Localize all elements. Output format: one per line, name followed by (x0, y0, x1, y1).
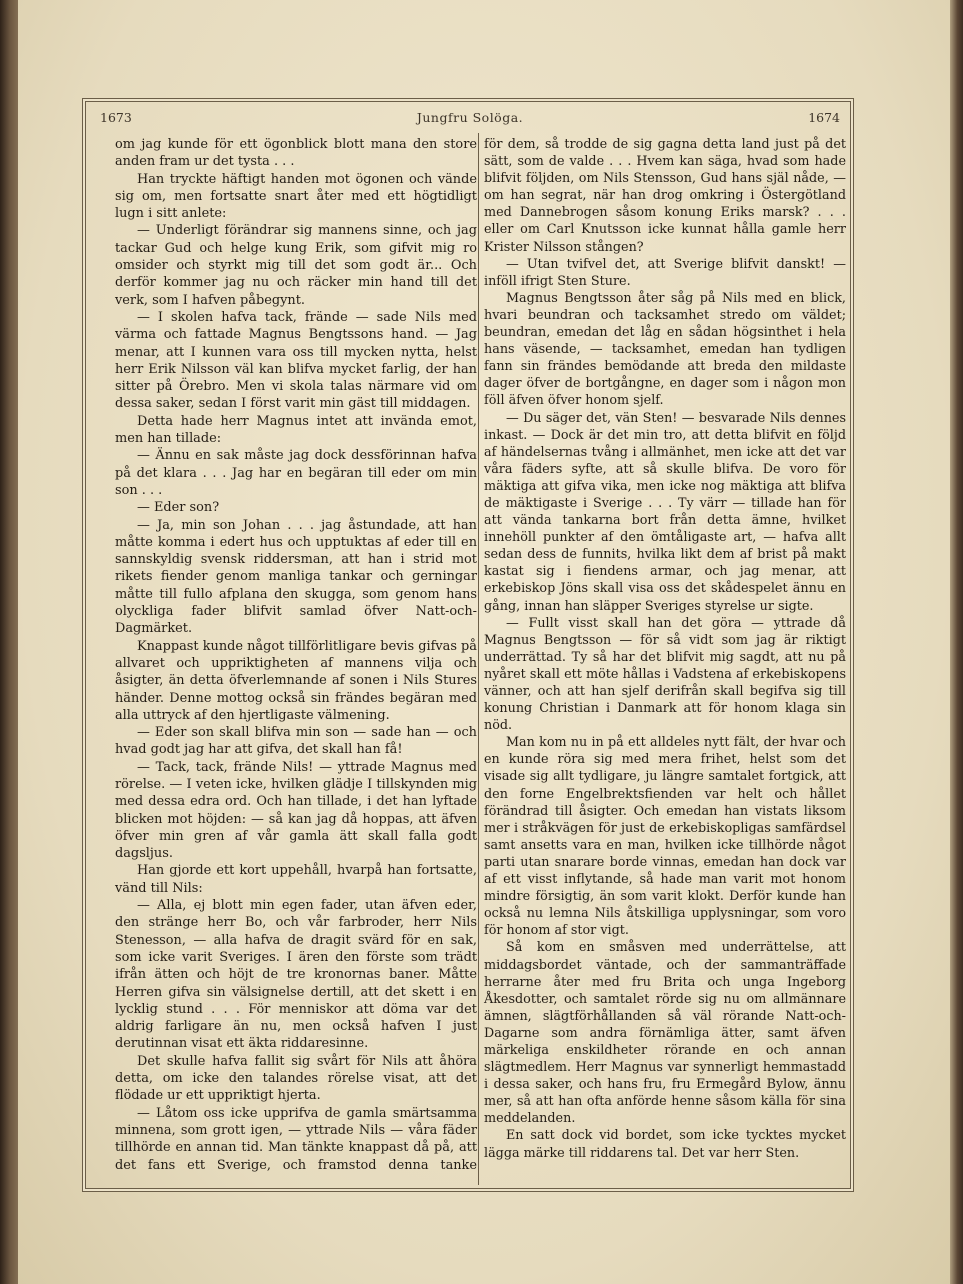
paragraph: för dem, så trodde de sig gagna detta land just på det sätt, som de valde . . . Hvem kan säga, hvad som hade blifvit följden, om Nils Stensson, Gud hans själ nåde, — om han segrat, när han drog omkring i Östergötland med Dannebrogen såsom konung Eriks marsk? . . . eller om Carl Knutsson icke kunnat hålla gamle herr Krister Nilsson stången? (484, 137, 846, 255)
paragraph: Så kom en småsven med underrättelse, att middagsbordet väntade, och der sammanträffade herrarne åter med fru Brita och unga Ingeborg Åkesdotter, och samtalet rörde sig nu om allmännare ämnen, slägtförhållanden så väl rörande Natt-och-Dagarne som andra förnämliga ätter, samt äfven märkeliga enskildheter rörande en och annan slägtmedlem. Herr Magnus var synnerligt hemmastadd i dessa saker, och hans fru, fru Ermegård Bylow, ännu mer, så att han ofta anförde henne såsom källa för sina meddelanden. (484, 940, 846, 1127)
paragraph: — Eder son? (137, 500, 220, 516)
paragraph: om jag kunde för ett ögonblick blott mana den store anden fram ur det tysta . . . (115, 137, 477, 170)
paragraph: Magnus Bengtsson åter såg på Nils med en blick, hvari beundran och tacksamhet stredo om väldet; beundran, emedan det låg en sådan högsinthet i hela hans väsende, — tacksamhet, emedan han tydligen fann sin frändes bemödande att breda den mildaste dager öfver de bortgångne, en dager som i någon mon föll äfven öfver honom sjelf. (484, 290, 846, 409)
paragraph: Han gjorde ett kort uppehåll, hvarpå han fortsatte, vänd till Nils: (115, 863, 477, 896)
paragraph: Detta hade herr Magnus intet att invända emot, men han tillade: (115, 413, 477, 447)
paragraph: — Utan tvifvel det, att Sverige blifvit danskt! — inföll ifrigt Sten Sture. (484, 256, 846, 289)
paragraph: — Alla, ej blott min egen fader, utan äfven eder, den stränge herr Bo, och vår farbroder, herr Nils Stenesson, — alla hafva de dragit svärd för en sak, som icke varit Sveriges. I ären den förste som trädt ifrån ätten och höjt de tre kronornas baner. Måtte Herren gifva sin välsignelse dertill, att det skett i en lycklig stund . . . För menniskor att döma var det aldrig farligare än nu, men också hafven I just derutinnan visat ett äkta riddaresinne. (115, 898, 477, 1052)
paragraph: — Ännu en sak måste jag dock dessförinnan hafva på det klara . . . Jag har en begäran till eder om min son . . . (115, 448, 477, 498)
page-number-right: 1674 (808, 110, 840, 125)
paragraph: — Låtom oss icke upprifva de gamla smärtsamma minnena, som grott igen, — yttrade Nils — våra fäder tillhörde en annan tid. Man tänkte knappast då på, att det fans ett Sverige, och framstod denna tanke (115, 1105, 477, 1173)
paragraph: — Eder son skall blifva min son — sade han — och hvad godt jag har att gifva, det skall han få! (115, 725, 477, 758)
column-divider (478, 133, 479, 1185)
paragraph: — Ja, min son Johan . . . jag åstundade, att han måtte komma i edert hus och upptuktas af eder till en sannskyldig svensk riddersman, att han i strid mot rikets fiender genom manliga tankar och gerningar måtte till fullo afplana den skugga, som genom hans olyckliga fader blifvit samlad öfver Natt-och-Dagmärket. (115, 517, 477, 637)
running-header (100, 110, 840, 128)
paragraph: Det skulle hafva fallit sig svårt för Nils att åhöra detta, om icke den talandes rörelse visat, att det flödade ur ett uppriktigt hjerta. (115, 1053, 477, 1104)
paragraph: — I skolen hafva tack, frände — sade Nils med värma och fattade Magnus Bengtssons hand. — Jag menar, att I kunnen vara oss till mycken nytta, helst herr Erik Nilsson väl kan blifva mycket farlig, der han sitter på Örebro. Men vi skola talas närmare vid om dessa saker, sedan I först varit min gäst till middagen. (115, 309, 477, 412)
paragraph: — Du säger det, vän Sten! — besvarade Nils dennes inkast. — Dock är det min tro, att detta blifvit en följd af händelsernas tvång i allmänhet, men icke att det var våra fäders syfte, att så skulle blifva. De voro för mäktiga att gifva vika, men icke nog mäktiga att blifva de mäktigaste i Sverige . . . Ty värr — tillade han för att vända tankarna bort från detta ämne, hvilket innehöll punkter af den ömtåligaste art, — hafva allt sedan dess de funnits, hvilka likt dem af brist på makt kastat sig i fiendens armar, och jag menar, att erkebiskop Jöns skall visa oss det skådespelet ännu en gång, innan han släpper Sveriges styrelse ur sigte. (484, 410, 846, 614)
paragraph: — Tack, tack, frände Nils! — yttrade Magnus med rörelse. — I veten icke, hvilken glädje I tillskynden mig med dessa edra ord. Och han tillade, i det han lyftade blicken mot höjden: — så kan jag då hoppas, att äfven öfver min gren af vår gamla ätt skall falla godt dagsljus. (115, 759, 477, 862)
paragraph: — Fullt visst skall han det göra — yttrade då Magnus Bengtsson — för så vidt som jag är riktigt underrättad. Ty så har det blifvit mig sagdt, att nu på nyåret skall ett möte hållas i Vadstena af erkebiskopens vänner, och att han sjelf derifrån skall begifva sig till konung Christian i Danmark att för honom klaga sin nöd. (484, 615, 846, 734)
paragraph: Man kom nu in på ett alldeles nytt fält, der hvar och en kunde röra sig med mera frihet, helst som det visade sig allt tydligare, ju längre samtalet fortgick, att den forne Engelbrektsfienden var helt och hållet förändrad till åsigter. Och emedan han vistats liksom mer i stråkvägen för just de erkebiskopligas samfärdsel samt ansetts vara en man, hvilken icke tillhörde något parti utan snarare borde vinnas, emedan han dock var af ett visst inflytande, så hade man varit mot honom mindre försigtig, än som varit klokt. Derför kunde han också nu lemna Nils åtskilliga upplysningar, som voro för honom af stor vigt. (484, 735, 846, 939)
running-title: Jungfru Solöga. (416, 110, 524, 125)
right-column (484, 136, 846, 1162)
page-number-left: 1673 (100, 110, 132, 125)
paragraph: Han tryckte häftigt handen mot ögonen och vände sig om, men fortsatte snart åter med ett högtidligt lugn i sitt anlete: (115, 171, 477, 222)
paragraph: — Underligt förändrar sig mannens sinne, och jag tackar Gud och helge kung Erik, som gifvit mig ro omsider och styrkt mig till det som godt är... Och derför kommer jag nu och räcker min hand till det verk, som I hafven påbegynt. (115, 223, 477, 308)
paragraph: En satt dock vid bordet, som icke tycktes mycket lägga märke till riddarens tal. Det var herr Sten. (484, 1128, 846, 1161)
scan-right-edge (949, 0, 963, 1284)
left-column (115, 136, 477, 1174)
paragraph: Knappast kunde något tillförlitligare bevis gifvas på allvaret och uppriktigheten af mannens vilja och åsigter, än detta öfverlemnande af sonen i Nils Stures händer. Denne mottog också sin frändes begäran med alla uttryck af den hjertligaste välmening. (115, 638, 477, 723)
scan-binding-edge (0, 0, 20, 1284)
